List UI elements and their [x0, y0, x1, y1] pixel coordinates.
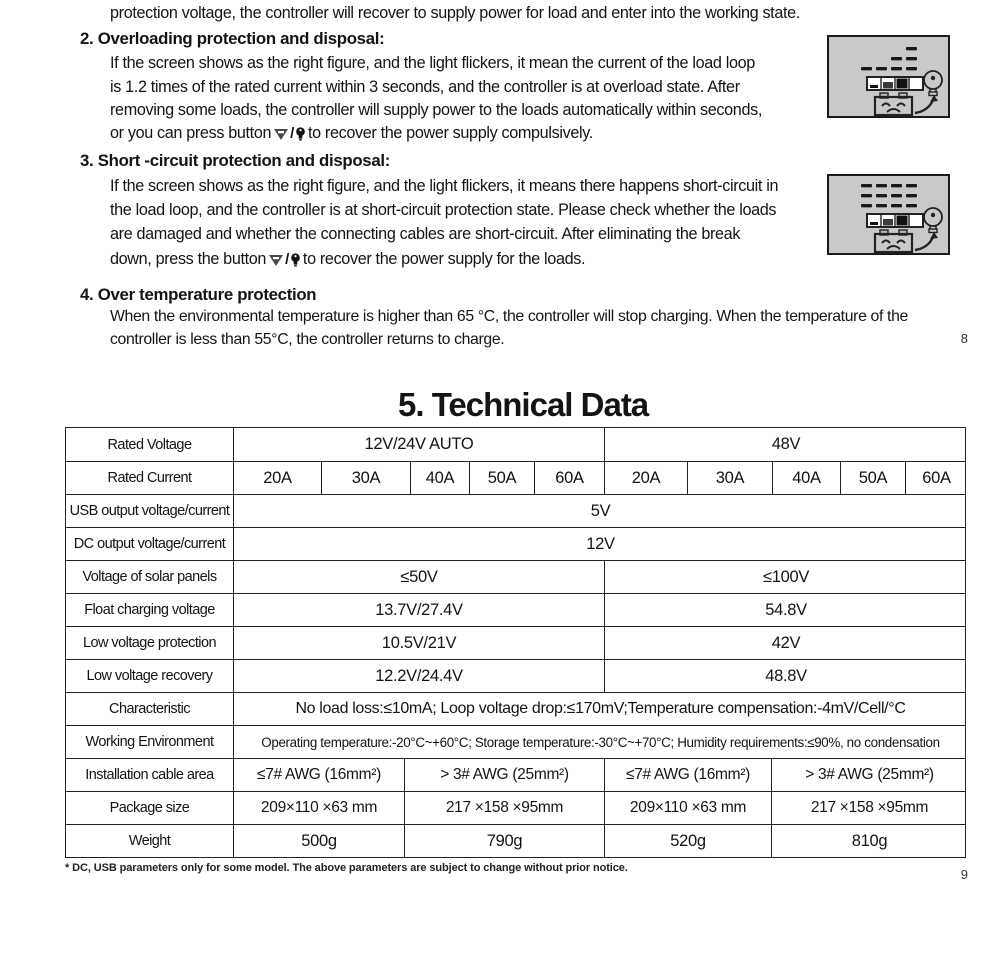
- cell-value: ≤7# AWG (16mm²): [604, 759, 771, 791]
- short-circuit-display-figure: [827, 174, 950, 255]
- cell-value: 12V/24V AUTO: [233, 428, 604, 461]
- section-2-line: If the screen shows as the right figure, and the light flickers, it mean the current of the load loop: [110, 54, 755, 72]
- section-3-heading: 3. Short -circuit protection and disposal:: [80, 151, 391, 170]
- table-row-rated-current: [66, 461, 965, 494]
- cell-value: 20A: [604, 462, 687, 494]
- cell-value: 217 ×158 ×95mm: [404, 792, 604, 824]
- row-label: USB output voltage/current: [69, 503, 230, 519]
- triangle-button-icon: [269, 254, 283, 266]
- section-2-heading: 2. Overloading protection and disposal:: [80, 29, 385, 48]
- slash-glyph: /: [290, 125, 294, 142]
- cell-value: 500g: [233, 825, 404, 857]
- cell-value: 50A: [840, 462, 905, 494]
- page-number-8: 8: [960, 331, 968, 346]
- table-row-rated-voltage: [66, 428, 965, 461]
- cell-value: No load loss:≤10mA; Loop voltage drop:≤170mV;Temperature compensation:-4mV/Cell/°C: [233, 693, 966, 725]
- table-footnote: * DC, USB parameters only for some model. The above parameters are subject to change without prior notice.: [65, 862, 628, 874]
- technical-data-title: 5. Technical Data: [398, 386, 649, 423]
- section-3-line-text: down, press the button: [110, 250, 267, 268]
- section-3-line: If the screen shows as the right figure, and the light flickers, it means there happens short-circuit in: [110, 177, 779, 195]
- cell-value: 40A: [410, 462, 469, 494]
- section-2-line: is 1.2 times of the rated current within 3 seconds, and the controller is at overload state. After: [110, 78, 740, 96]
- cell-value: > 3# AWG (25mm²): [404, 759, 604, 791]
- table-row-lv-protection: [66, 626, 965, 659]
- row-label: Rated Current: [107, 470, 192, 486]
- table-row-working-environment: [66, 725, 965, 758]
- section-2-line: [110, 123, 593, 144]
- table-row-usb-output: [66, 494, 965, 527]
- cell-value: 5V: [233, 495, 966, 527]
- cell-value: 60A: [905, 462, 966, 494]
- section-2-line: removing some loads, the controller will supply power to the loads automatically within seconds,: [110, 101, 763, 119]
- section-3-line: the load loop, and the controller is at short-circuit protection state. Please check whether the loads: [110, 201, 777, 219]
- intro-line: protection voltage, the controller will recover to supply power for load and enter into the working state.: [110, 4, 800, 22]
- bulb-icon: [291, 253, 300, 267]
- row-label: Voltage of solar panels: [82, 569, 217, 585]
- cell-value: Operating temperature:-20°C~+60°C; Storage temperature:-30°C~+70°C; Humidity requirements:≤90%, no condensation: [233, 726, 966, 758]
- triangle-button-icon: [274, 128, 288, 140]
- cell-value: 10.5V/21V: [233, 627, 604, 659]
- table-row-float-voltage: [66, 593, 965, 626]
- cell-value: 209×110 ×63 mm: [233, 792, 404, 824]
- section-2-line-text: to recover the power supply compulsively.: [307, 124, 593, 142]
- cell-value: ≤7# AWG (16mm²): [233, 759, 404, 791]
- cell-value: 810g: [771, 825, 966, 857]
- cell-value: ≤50V: [233, 561, 604, 593]
- table-row-weight: [66, 824, 965, 857]
- cell-value: 42V: [604, 627, 966, 659]
- cell-value: 54.8V: [604, 594, 966, 626]
- cell-value: 30A: [321, 462, 410, 494]
- table-row-characteristic: [66, 692, 965, 725]
- section-3-line: [110, 249, 585, 270]
- cell-value: ≤100V: [604, 561, 966, 593]
- cell-value: 217 ×158 ×95mm: [771, 792, 966, 824]
- cell-value: 13.7V/27.4V: [233, 594, 604, 626]
- section-2-line-text: or you can press button: [110, 124, 272, 142]
- row-label: Float charging voltage: [84, 602, 215, 618]
- overload-display-figure: [827, 35, 950, 118]
- row-label: DC output voltage/current: [73, 536, 226, 552]
- section-4-line: controller is less than 55°C, the controller returns to charge.: [110, 331, 505, 348]
- row-label: Working Environment: [85, 734, 214, 750]
- load-button-icon: [274, 124, 305, 144]
- load-button-icon: [269, 250, 300, 270]
- row-label: Weight: [128, 833, 171, 849]
- table-row-dc-output: [66, 527, 965, 560]
- row-label: Installation cable area: [85, 767, 214, 783]
- cell-value: 790g: [404, 825, 604, 857]
- cell-value: 48.8V: [604, 660, 966, 692]
- row-label: Characteristic: [109, 701, 190, 717]
- bulb-icon: [296, 127, 305, 141]
- cell-value: 50A: [469, 462, 534, 494]
- cell-value: 20A: [233, 462, 321, 494]
- slash-glyph: /: [285, 251, 289, 268]
- table-row-cable-area: [66, 758, 965, 791]
- row-label: Rated Voltage: [107, 436, 192, 453]
- cell-value: 12.2V/24.4V: [233, 660, 604, 692]
- cell-value: > 3# AWG (25mm²): [771, 759, 966, 791]
- table-row-lv-recovery: [66, 659, 965, 692]
- section-4-heading: 4. Over temperature protection: [80, 285, 317, 304]
- cell-value: 60A: [534, 462, 604, 494]
- cell-value: 30A: [687, 462, 772, 494]
- row-label: Low voltage protection: [83, 635, 216, 651]
- table-row-package-size: [66, 791, 965, 824]
- technical-data-table: [65, 427, 966, 858]
- section-4-line: When the environmental temperature is higher than 65 °C, the controller will stop charging. When the temperature of the: [110, 308, 908, 325]
- cell-value: 12V: [233, 528, 966, 560]
- cell-value: 48V: [604, 428, 966, 461]
- row-label: Package size: [109, 800, 190, 816]
- table-row-solar-voltage: [66, 560, 965, 593]
- cell-value: 40A: [772, 462, 840, 494]
- section-3-line: are damaged and whether the connecting cables are short-circuit. After eliminating the break: [110, 225, 741, 243]
- row-label: Low voltage recovery: [86, 668, 213, 684]
- overload-lcd-graphic: [829, 37, 948, 116]
- page-number-9: 9: [960, 867, 968, 882]
- cell-value: 520g: [604, 825, 771, 857]
- short-circuit-lcd-graphic: [829, 176, 948, 253]
- section-3-line-text: to recover the power supply for the loads.: [302, 250, 586, 268]
- cell-value: 209×110 ×63 mm: [604, 792, 771, 824]
